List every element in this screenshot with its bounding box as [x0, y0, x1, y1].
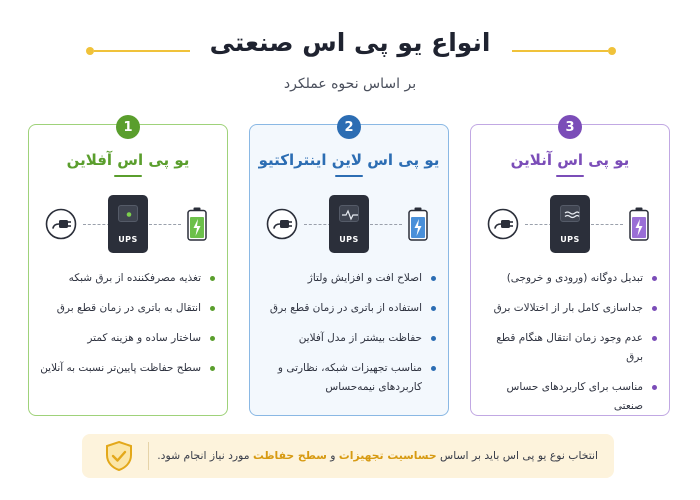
title-decoration-left	[86, 50, 190, 53]
ups-type-card-3	[470, 119, 670, 416]
ups-type-card-1	[28, 119, 228, 416]
flow-connector-right	[370, 224, 402, 225]
feature-item: مناسب تجهیزات شبکه، نظارتی و کاربردهای نیمه‌حساس	[260, 359, 436, 397]
footer-divider	[148, 442, 149, 470]
feature-list	[39, 269, 215, 389]
feature-item: تبدیل دوگانه (ورودی و خروجی)	[481, 269, 657, 288]
card-number-badge: 3	[558, 115, 582, 139]
plug-icon	[266, 208, 298, 240]
footer-highlight-sensitivity: حساسیت تجهیزات	[338, 449, 437, 462]
card-number-badge: 1	[116, 115, 140, 139]
feature-item: حفاظت بیشتر از مدل آفلاین	[260, 329, 436, 348]
card-title-underline	[556, 175, 584, 177]
flow-connector-right	[149, 224, 181, 225]
card-number-badge: 2	[337, 115, 361, 139]
battery-icon	[629, 207, 649, 241]
feature-item: سطح حفاظت پایین‌تر نسبت به آنلاین	[39, 359, 215, 378]
card-flow-icons	[29, 195, 227, 255]
card-title: یو پی اس آنلاین	[510, 151, 630, 169]
feature-item: عدم وجود زمان انتقال هنگام قطع برق	[481, 329, 657, 367]
shield-icon	[104, 440, 134, 472]
feature-item: استفاده از باتری در زمان قطع برق	[260, 299, 436, 318]
card-title-underline	[114, 175, 142, 177]
feature-item: ساختار ساده و هزینه کمتر	[39, 329, 215, 348]
ups-type-card-2	[249, 119, 449, 416]
ups-icon: UPS	[329, 195, 369, 253]
battery-icon	[187, 207, 207, 241]
page-subtitle: بر اساس نحوه عملکرد	[283, 76, 417, 92]
page-title: انواع یو پی اس صنعتی	[209, 28, 491, 57]
feature-item: اصلاح افت و افزایش ولتاژ	[260, 269, 436, 288]
plug-icon	[487, 208, 519, 240]
card-flow-icons	[250, 195, 448, 255]
ups-icon: UPS	[108, 195, 148, 253]
card-title: یو پی اس آفلاین	[66, 151, 190, 169]
feature-item: جداسازی کامل بار از اختلالات برق	[481, 299, 657, 318]
footer-text: انتخاب نوع یو پی اس باید بر اساس حساسیت تجهیزات و سطح حفاظت مورد نیاز انجام شود.	[157, 449, 598, 462]
battery-icon	[408, 207, 428, 241]
footer-note	[82, 434, 614, 478]
feature-list	[260, 269, 436, 408]
ups-icon: UPS	[550, 195, 590, 253]
title-decoration-right	[512, 50, 616, 53]
plug-icon	[45, 208, 77, 240]
feature-list	[481, 269, 657, 427]
feature-item: انتقال به باتری در زمان قطع برق	[39, 299, 215, 318]
card-flow-icons	[471, 195, 669, 255]
card-title: یو پی اس لاین اینتراکتیو	[258, 151, 440, 169]
flow-connector-right	[591, 224, 623, 225]
footer-highlight-protection: سطح حفاظت	[252, 449, 327, 462]
feature-item: تغذیه مصرفکننده از برق شبکه	[39, 269, 215, 288]
card-title-underline	[335, 175, 363, 177]
feature-item: مناسب برای کاربردهای حساس صنعتی	[481, 378, 657, 416]
